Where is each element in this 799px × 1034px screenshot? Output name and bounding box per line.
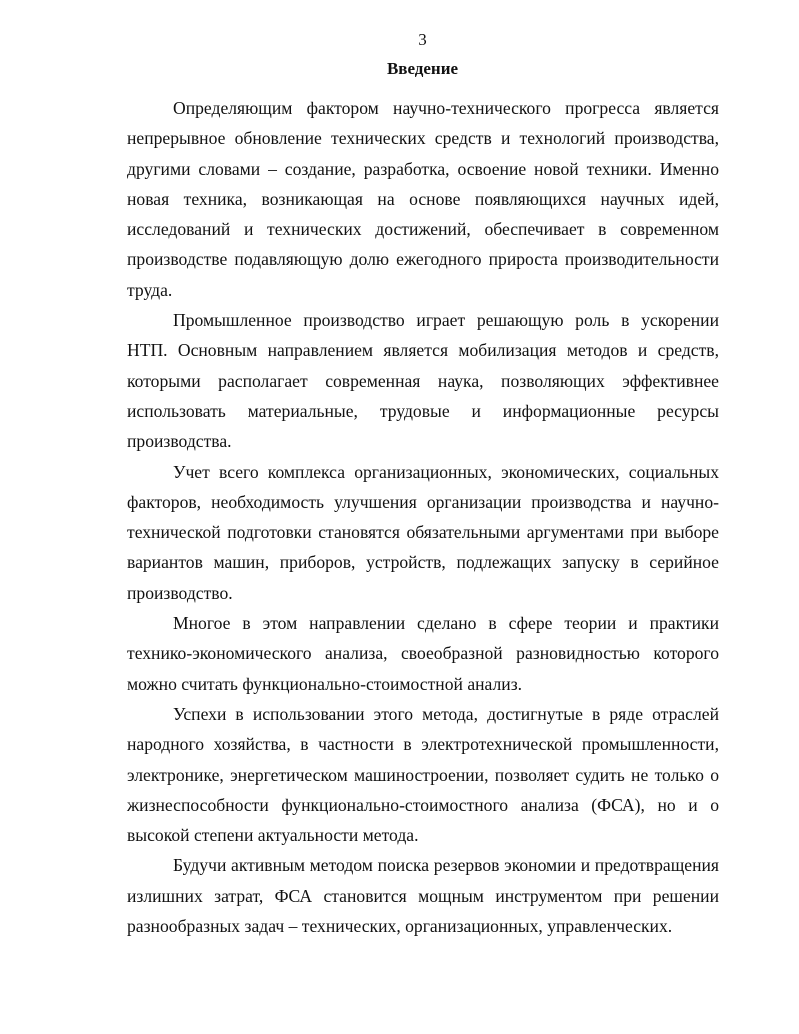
paragraph: Успехи в использовании этого метода, достигнутые в ряде отраслей народного хозяйства, в частности в электротехнической промышленности, электронике, энергетическом машиностроении, позволяет судить не только о жизнеспособности функционально-стоимостного анализа (ФСА), но и о высокой степени актуальности метода. bbox=[127, 703, 719, 846]
page-number: 3 bbox=[418, 30, 427, 49]
paragraph: Учет всего комплекса организационных, экономических, социальных факторов, необходимость улучшения организации производства и научно-технической подготовки становятся обязательными аргументами при выборе вариантов машин, приборов, устройств, подлежащих запуску в серийное производство. bbox=[127, 461, 719, 603]
paragraph: Будучи активным методом поиска резервов экономии и предотвращения излишних затрат, ФСА становится мощным инструментом при решении разнообразных задач – технических, организационных, управленческих. bbox=[127, 855, 719, 937]
paragraph: Промышленное производство играет решающую роль в ускорении НТП. Основным направлением является мобилизация методов и средств, которыми располагает современная наука, позволяющих эффективнее использовать материальные, трудовые и информационные ресурсы производства. bbox=[127, 310, 719, 452]
body-text bbox=[127, 93, 719, 941]
paragraph: Определяющим фактором научно-технического прогресса является непрерывное обновление технических средств и технологий производства, другими словами – создание, разработка, освоение новой техники. Именно новая техника, возникающая на основе появляющихся научных идей, исследований и технических достижений, обеспечивает в современном производстве подавляющую долю ежегодного прироста производительности труда. bbox=[127, 98, 719, 300]
section-heading: Введение bbox=[386, 59, 459, 78]
paragraph: Многое в этом направлении сделано в сфере теории и практики технико-экономического анализа, своеобразной разновидностью которого можно считать функционально-стоимостной анализ. bbox=[127, 613, 719, 694]
